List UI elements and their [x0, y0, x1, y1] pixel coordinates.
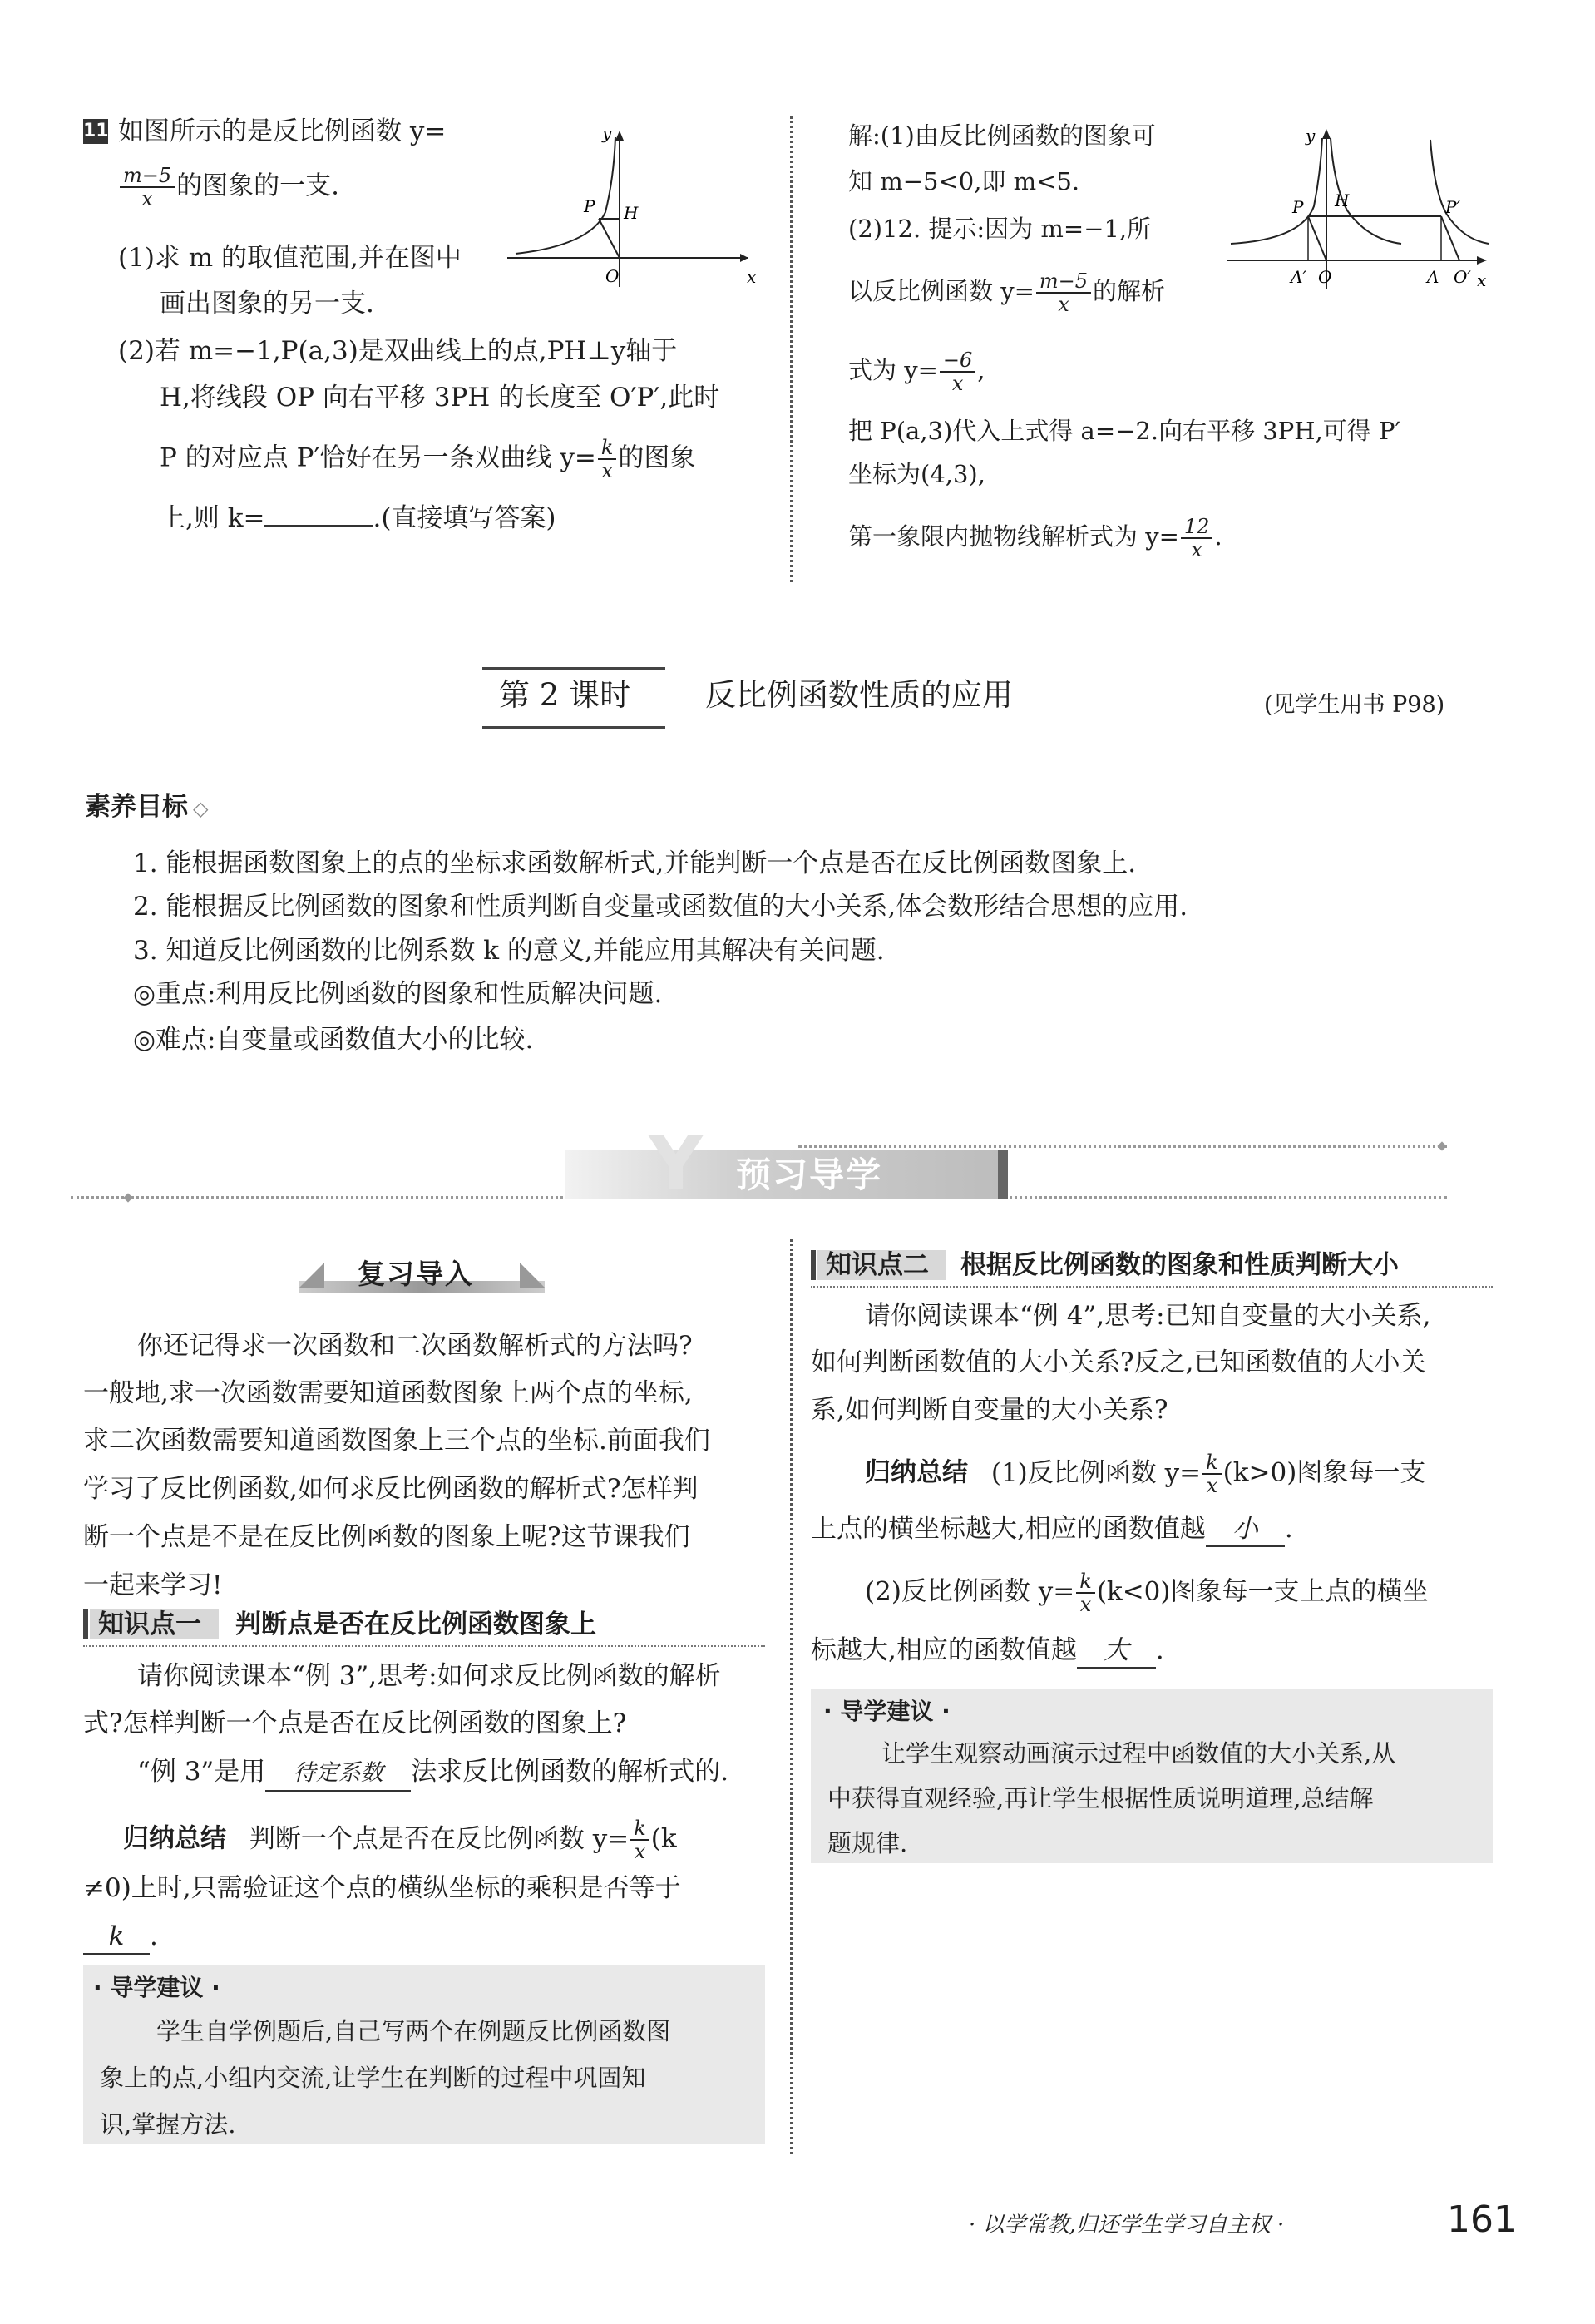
- fraction: $\frac{-6}{x}$: [940, 349, 975, 394]
- problem-q2-b: H,将线段 OP 向右平移 3PH 的长度至 O′P′,此时: [160, 383, 720, 413]
- label-p-prime: P′: [1445, 197, 1460, 217]
- review-heading-corner: [520, 1263, 545, 1288]
- problem-line-2: $\frac{m-5}{x}$ 的图象的一支.: [118, 165, 339, 210]
- kp2-line-3: 系,如何判断自变量的大小关系?: [811, 1395, 1168, 1425]
- kp1-line-2: 式?怎样判断一个点是否在反比例函数的图象上?: [83, 1708, 627, 1738]
- guide-suggestion-line: 象上的点,小组内交流,让学生在判断的过程中巩固知: [100, 2064, 646, 2092]
- lesson-reference: (见学生用书 P98): [1264, 692, 1445, 718]
- column-divider: [790, 1239, 793, 2154]
- solution-line-6: 把 P(a,3)代入上式得 a=−2.向右平移 3PH,可得 P′: [848, 417, 1401, 445]
- review-line: 断一个点是不是在反比例函数的图象上呢?这节课我们: [83, 1522, 690, 1552]
- review-heading: 复习导入: [358, 1258, 474, 1290]
- problem-q2-c: P 的对应点 P′恰好在另一条双曲线 y= $\frac{k}{x}$ 的图象: [160, 436, 696, 482]
- label-x: x: [747, 267, 757, 287]
- label-o: O: [1318, 267, 1332, 287]
- kp2-line-2: 如何判断函数值的大小关系?反之,已知函数值的大小关: [811, 1347, 1426, 1377]
- kp2-label: 知识点二: [826, 1250, 929, 1280]
- column-divider: [790, 116, 793, 582]
- summary-label: 归纳总结: [123, 1823, 226, 1854]
- review-line: 求二次函数需要知道函数图象上三个点的坐标.前面我们: [83, 1426, 710, 1456]
- solution-line-3: (2)12. 提示:因为 m=−1,所: [848, 215, 1152, 243]
- segment-op: [1308, 216, 1326, 260]
- blank: [264, 525, 373, 527]
- kp1-summary-2: ≠0)上时,只需验证这个点的横纵坐标的乘积是否等于: [83, 1873, 681, 1903]
- review-line: 学习了反比例函数,如何求反比例函数的解析式?怎样判: [83, 1474, 699, 1504]
- fraction: $\frac{k}{x}$: [1202, 1451, 1222, 1496]
- goal-item: ◎重点:利用反比例函数的图象和性质解决问题.: [133, 979, 663, 1009]
- kp2-summary-1: 归纳总结 (1)反比例函数 y= $\frac{k}{x}$ (k>0)图象每一支: [865, 1451, 1426, 1497]
- fraction: $\frac{k}{x}$: [598, 437, 617, 482]
- banner-rule-top: [798, 1145, 1447, 1148]
- guide-suggestion-line: 识,掌握方法.: [100, 2110, 236, 2139]
- problem-q2-a: (2)若 m=−1,P(a,3)是双曲线上的点,PH⊥y轴于: [118, 336, 678, 366]
- solution-line-7: 坐标为(4,3),: [848, 460, 985, 488]
- review-line: 一般地,求一次函数需要知道函数图象上两个点的坐标,: [83, 1378, 693, 1408]
- guide-suggestion-line: 题规律.: [827, 1829, 908, 1857]
- answer-blank: 待定系数: [265, 1757, 411, 1792]
- kp1-label: 知识点一: [98, 1609, 201, 1639]
- kp1-summary: 归纳总结 判断一个点是否在反比例函数 y= $\frac{k}{x}$ (k: [123, 1817, 677, 1863]
- solution-line-1: 解:(1)由反比例函数的图象可: [848, 121, 1156, 150]
- kp-marker: [811, 1250, 816, 1280]
- kp-marker: [83, 1609, 88, 1639]
- kp1-title: 判断点是否在反比例函数图象上: [235, 1609, 596, 1639]
- banner-title: 预习导学: [736, 1155, 883, 1195]
- goal-item: 2. 能根据反比例函数的图象和性质判断自变量或函数值的大小关系,体会数形结合思想的应用.: [133, 892, 1188, 922]
- goal-item: ◎难点:自变量或函数值大小的比较.: [133, 1025, 534, 1055]
- review-line: 一起来学习!: [83, 1570, 223, 1600]
- answer-blank: 大: [1077, 1634, 1156, 1669]
- review-line: 你还记得求一次函数和二次函数解析式的方法吗?: [137, 1331, 693, 1361]
- diamond-icon: [123, 1193, 132, 1202]
- label-y: y: [1306, 126, 1316, 146]
- kp1-line-1: 请你阅读课本“例 3”,思考:如何求反比例函数的解析: [137, 1661, 721, 1691]
- banner-end-bar: [998, 1150, 1008, 1199]
- label-p: P: [1292, 197, 1304, 217]
- problem-q2-d: 上,则 k= .(直接填写答案): [160, 503, 556, 533]
- guide-suggestion-line: 中获得直观经验,再让学生根据性质说明道理,总结解: [827, 1784, 1374, 1812]
- answer-blank: 小: [1206, 1512, 1285, 1547]
- kp2-line-1: 请你阅读课本“例 4”,思考:已知自变量的大小关系,: [865, 1301, 1431, 1331]
- label-h: H: [1335, 190, 1350, 210]
- label-a-prime: A′: [1291, 267, 1306, 287]
- page-number: 161: [1447, 2198, 1517, 2241]
- lesson-number: 第 2 课时: [499, 677, 631, 713]
- kp1-line-3: “例 3”是用 待定系数 法求反比例函数的解析式的.: [137, 1755, 728, 1792]
- problem-q1-a: (1)求 m 的取值范围,并在图中: [118, 243, 462, 273]
- kp2-summary-1b: 上点的横坐标越大,相应的函数值越 小 .: [811, 1512, 1293, 1547]
- fraction: $\frac{m-5}{x}$: [120, 165, 175, 210]
- lesson-title: 反比例函数性质的应用: [705, 677, 1013, 713]
- fraction: $\frac{12}{x}$: [1181, 516, 1213, 561]
- label-o: O: [605, 266, 620, 286]
- kp2-summary-2: (2)反比例函数 y= $\frac{k}{x}$ (k<0)图象每一支上点的横坐: [865, 1570, 1429, 1616]
- guide-suggestion-title: · 导学建议 ·: [93, 1974, 220, 2001]
- solution-line-5: 式为 y= $\frac{-6}{x}$ ,: [848, 349, 985, 395]
- goals-heading: 素养目标 ◇: [85, 792, 209, 822]
- review-heading-corner: [299, 1263, 324, 1288]
- label-h: H: [624, 203, 639, 223]
- label-x: x: [1477, 270, 1487, 290]
- answer-blank: k: [83, 1920, 150, 1955]
- label-o-prime: O′: [1454, 267, 1471, 287]
- hyperbola-branch: [516, 137, 615, 254]
- solution-line-2: 知 m−5<0,即 m<5.: [848, 167, 1080, 195]
- summary-label: 归纳总结: [865, 1457, 968, 1488]
- guide-suggestion-line: 让学生观察动画演示过程中函数值的大小关系,从: [881, 1739, 1396, 1768]
- guide-suggestion-title: · 导学建议 ·: [823, 1698, 951, 1725]
- label-y: y: [602, 123, 612, 143]
- segment-op2: [1441, 216, 1459, 260]
- label-p: P: [584, 196, 595, 216]
- problem-q1-b: 画出图象的另一支.: [160, 289, 374, 319]
- goal-item: 3. 知道反比例函数的比例系数 k 的意义,并能应用其解决有关问题.: [133, 936, 885, 966]
- hyperbola-figure: [499, 121, 765, 295]
- problem-line-1: 如图所示的是反比例函数 y=: [118, 116, 447, 146]
- kp2-title: 根据反比例函数的图象和性质判断大小: [960, 1250, 1399, 1280]
- fraction: $\frac{m-5}{x}$: [1036, 270, 1091, 315]
- footer-motto: · 以学常教,归还学生学习自主权 ·: [969, 2213, 1285, 2237]
- solution-line-4: 以反比例函数 y= $\frac{m-5}{x}$ 的解析: [848, 269, 1166, 316]
- solution-figure: [1222, 123, 1497, 298]
- problem-number: 11: [83, 119, 108, 144]
- guide-suggestion-line: 学生自学例题后,自己写两个在例题反比例函数图: [156, 2017, 671, 2045]
- kp2-summary-2b: 标越大,相应的函数值越 大 .: [811, 1634, 1164, 1669]
- label-a: A: [1427, 267, 1439, 287]
- diamond-icon: ◇: [193, 797, 209, 820]
- segment-op: [599, 219, 620, 258]
- banner-watermark-letter: Y: [649, 1120, 704, 1208]
- solution-line-8: 第一象限内抛物线解析式为 y= $\frac{12}{x}$ .: [848, 515, 1222, 561]
- hyperbola-right: [1430, 140, 1489, 244]
- fraction: $\frac{k}{x}$: [1076, 1570, 1095, 1615]
- kp1-underline: [83, 1645, 765, 1647]
- kp1-summary-3: k .: [83, 1920, 158, 1955]
- kp2-underline: [811, 1286, 1493, 1288]
- goal-item: 1. 能根据函数图象上的点的坐标求函数解析式,并能判断一个点是否在反比例函数图象上.: [133, 848, 1137, 878]
- fraction: $\frac{k}{x}$: [630, 1817, 649, 1862]
